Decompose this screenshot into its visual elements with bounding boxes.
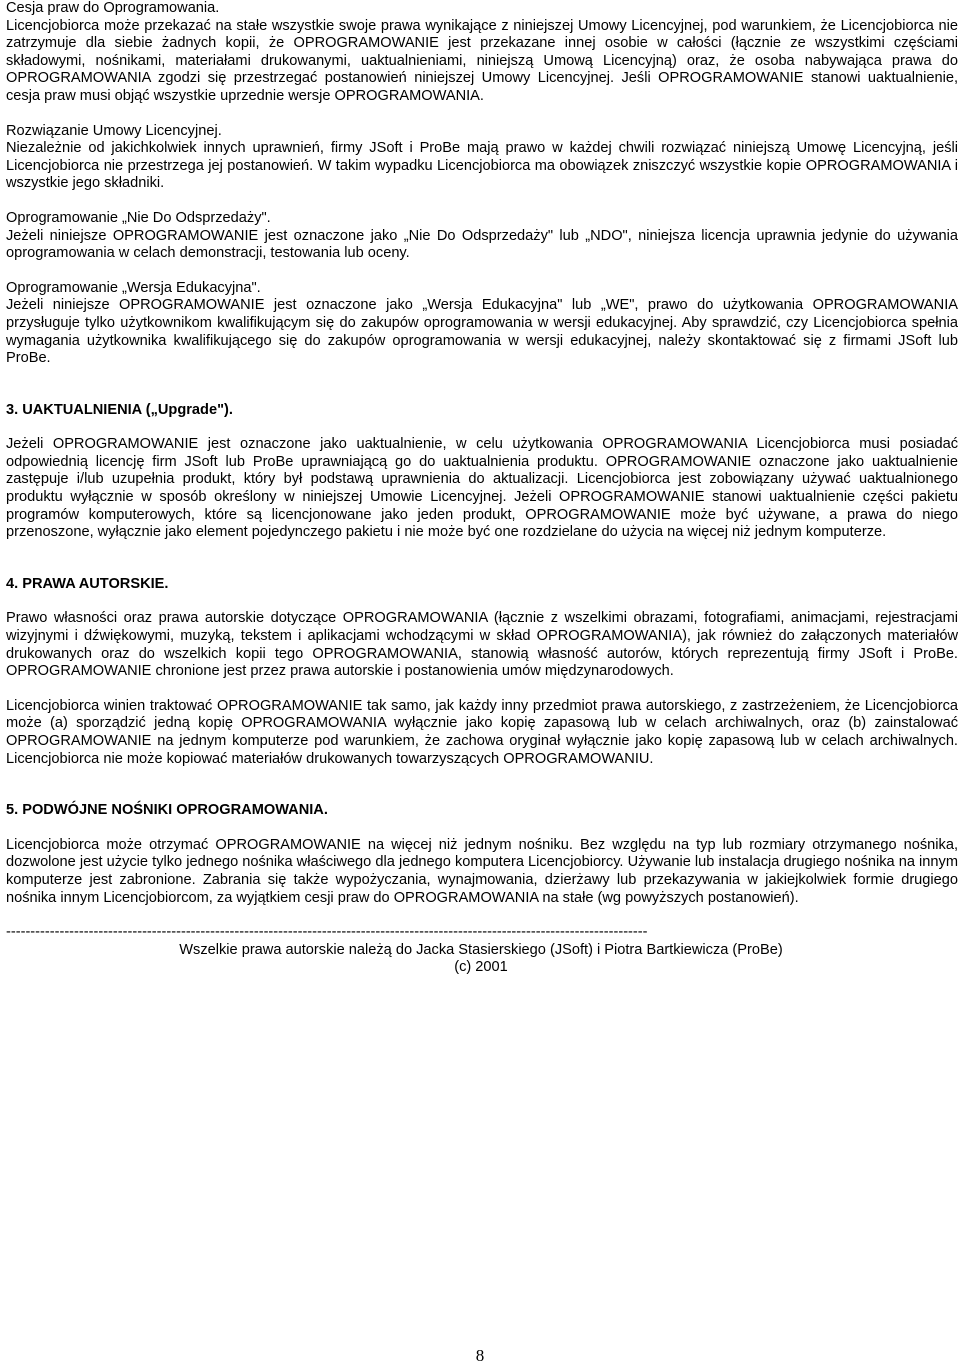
spacer [6, 593, 958, 610]
spacer [6, 263, 958, 280]
edu-heading: Oprogramowanie „Wersja Edukacyjna". [6, 279, 261, 296]
document-page [6, 0, 958, 977]
section-4-paragraph-1: Prawo własności oraz prawa autorskie dotyczące OPROGRAMOWANIA (łącznie z wszelkimi obrazami, fotografiami, animacjami, rejestracjami wizyjnymi i dźwiękowymi, muzyką, tekstem i aplikacjami wchodzącymi w skład OPROGRAMOWANIA), jak również do załączonych materiałów drukowanych oraz do wszelkich kopii tego OPROGRAMOWANIA, stanowią własność autorów, których reprezentują firmy JSoft i ProBe. OPROGRAMOWANIE chronione jest przez prawa autorskie i postanowienia umów międzynarodowych. [6, 610, 958, 680]
termination-heading: Rozwiązanie Umowy Licencyjnej. [6, 122, 222, 139]
edu-body: Jeżeli niniejsze OPROGRAMOWANIE jest oznaczone jako „Wersja Edukacyjna" lub „WE", prawo do użytkowania OPROGRAMOWANIA przysługuje tylko użytkownikom kwalifikującym się do zakupów oprogramowania w wersji edukacyjnej. Aby sprawdzić, czy Licencjobiorca spełnia wymagania użytkownika kwalifikującego się do zakupów oprogramowania w wersji edukacyjnej, należy skontaktować się z firmami JSoft lub ProBe. [6, 297, 958, 367]
footer-divider: ------------------------------------------------------------------------------------------------------------------------------------ [6, 924, 648, 941]
spacer [6, 419, 958, 436]
spacer [6, 768, 958, 802]
spacer [6, 368, 958, 402]
section-5-title: 5. PODWÓJNE NOŚNIKI OPROGRAMOWANIA. [6, 802, 328, 819]
ndo-body: Jeżeli niniejsze OPROGRAMOWANIE jest oznaczone jako „Nie Do Odsprzedaży" lub „NDO", niniejsza licencja uprawnia jedynie do używania oprogramowania w celach demonstracji, testowania lub oceny. [6, 227, 958, 262]
footer-copyright: Wszelkie prawa autorskie należą do Jacka Stasierskiego (JSoft) i Piotra Bartkiewicza (ProBe) [179, 941, 783, 958]
footer-year: (c) 2001 [454, 959, 508, 976]
termination-body: Niezależnie od jakichkolwiek innych uprawnień, firmy JSoft i ProBe mają prawo w każdej chwili rozwiązać niniejszą Umowę Licencyjną, jeśli Licencjobiorca nie przestrzega jej postanowień. W takim wypadku Licencjobiorca ma obowiązek zniszczyć wszystkie kopie OPROGRAMOWANIA i wszystkie jego składniki. [6, 140, 958, 192]
spacer [6, 820, 958, 837]
cession-heading: Cesja praw do Oprogramowania. [6, 0, 220, 16]
section-4-title: 4. PRAWA AUTORSKIE. [6, 575, 169, 592]
spacer [6, 681, 958, 698]
section-4-paragraph-2: Licencjobiorca winien traktować OPROGRAMOWANIE tak samo, jak każdy inny przedmiot prawa autorskiego, z zastrzeżeniem, że Licencjobiorca może (a) sporządzić jedną kopię OPROGRAMOWANIA wyłącznie jako kopię zapasową lub w celach archiwalnych, oraz (b) zainstalować OPROGRAMOWANIE na jednym komputerze pod warunkiem, że zachowa oryginał wyłącznie jako kopię zapasową lub w celach archiwalnych. Licencjobiorca nie może kopiować materiałów drukowanych towarzyszących OPROGRAMOWANIU. [6, 697, 958, 767]
section-5-body: Licencjobiorca może otrzymać OPROGRAMOWANIE na więcej niż jednym nośniku. Bez względu na typ lub rozmiary otrzymanego nośnika, dozwolone jest użycie tylko jednego nośnika właściwego dla jednego komputera Licencjobiorcy. Używanie lub instalacja drugiego nośnika na innym komputerze jest zabronione. Zabrania się także wypożyczania, wynajmowania, dzierżawy lub przekazywania w jakiejkolwiek formie drugiego nośnika innym Licencjobiorcom, za wyjątkiem cesji praw do OPROGRAMOWANIA na stałe (wg powyższych postanowień). [6, 836, 958, 906]
page-number: 8 [475, 1346, 485, 1365]
spacer [6, 193, 958, 210]
spacer [6, 542, 958, 576]
spacer [6, 907, 958, 924]
section-3-title: 3. UAKTUALNIENIA („Upgrade"). [6, 401, 233, 418]
spacer [6, 106, 958, 123]
section-3-body: Jeżeli OPROGRAMOWANIE jest oznaczone jako uaktualnienie, w celu użytkowania OPROGRAMOWANIA Licencjobiorca musi posiadać odpowiednią licencję firm JSoft lub ProBe uprawniającą go do uaktualnienia produktu. OPROGRAMOWANIE oznaczone jako uaktualnienie zastępuje i/lub uzupełnia produkt, który był podstawą uprawnienia do aktualizacji. Licencjobiorca jest zobowiązany używać uaktualnionego produktu wyłącznie w sposób określony w niniejszej Umowie Licencyjnej. Jeżeli OPROGRAMOWANIE stanowi uaktualnienie części pakietu programów komputerowych, które są licencjonowane jako jeden produkt, OPROGRAMOWANIE może być używane, a prawa do niego przenoszone, wyłącznie jako element pojedynczego pakietu i nie może być one rozdzielane do użycia na więcej niż jednym komputerze. [6, 436, 958, 541]
ndo-heading: Oprogramowanie „Nie Do Odsprzedaży". [6, 209, 271, 226]
cession-body: Licencjobiorca może przekazać na stałe wszystkie swoje prawa wynikające z niniejszej Umowy Licencyjnej, pod warunkiem, że Licencjobiorca nie zatrzymuje dla siebie żadnych kopii, że OPROGRAMOWANIE jest przekazane innej osobie w całości (łącznie ze wszystkimi częściami składowymi, nośnikami, materiałami drukowanymi, uaktualnieniami, niniejszą Umową Licencyjną) oraz, że osoba nabywająca prawa do OPROGRAMOWANIA zgodzi się przestrzegać postanowień niniejszej Umowy Licencyjnej. Jeśli OPROGRAMOWANIE stanowi uaktualnienie, cesja praw musi objąć wszystkie uprzednie wersje OPROGRAMOWANIA. [6, 17, 958, 104]
